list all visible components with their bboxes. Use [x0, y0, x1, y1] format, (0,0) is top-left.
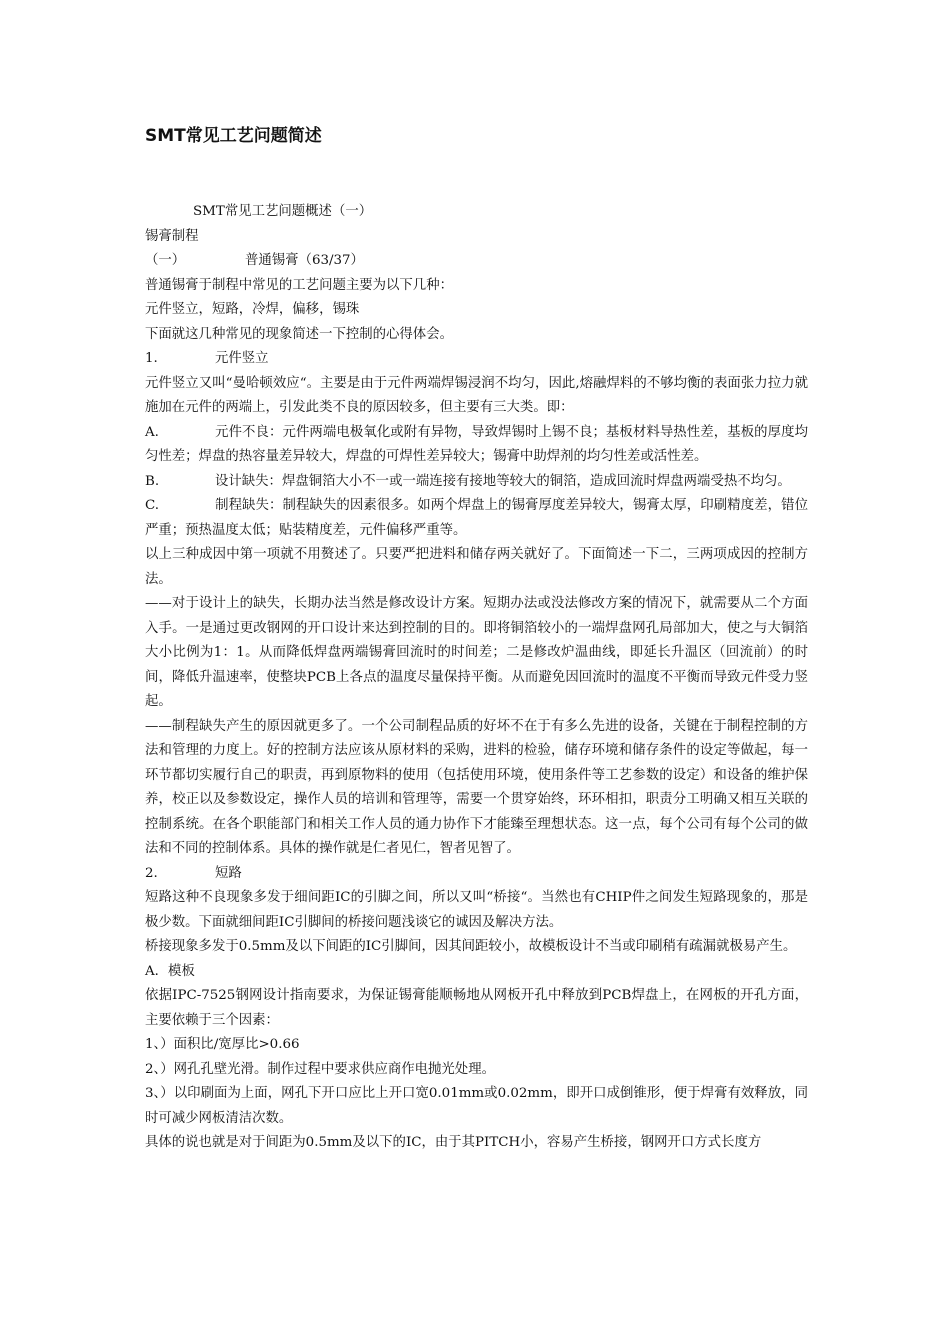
paragraph: 元件竖立，短路，冷焊，偏移，锡珠: [145, 302, 360, 317]
paragraph: 短路这种不良现象多发于细间距IC的引脚之间，所以又叫“桥接“。当然也有CHIP件之间发生短路现象的，那是极少数。下面就细间距IC引脚间的桥接问题浅谈它的诚因及解决方法。: [145, 890, 808, 930]
paragraph: 普通锡膏于制程中常见的工艺问题主要为以下几种：: [145, 277, 453, 293]
paragraph: ——制程缺失产生的原因就更多了。一个公司制程品质的好坏不在于有多么先进的设备，关键在于制程控制的方法和管理的力度上。好的控制方法应该从原材料的采购，进料的检验，储存环境和储存条件的设定等做起，每一环节都切实履行自己的职责，再到原物料的使用（包括使用环境，使用条件等工艺参数的设定）和设备的维护保养，校正以及参数设定，操作人员的培训和管理等，需要一个贯穿始终，环环相扣，职责分工明确又相互关联的控制系统。在各个职能部门和相关工作人员的通力协作下才能臻至理想状态。这一点，每个公司有每个公司的做法和不同的控制体系。具体的操作就是仁者见仁，智者见智了。: [145, 718, 808, 856]
list-text: 制程缺失：制程缺失的因素很多。如两个焊盘上的锡膏厚度差异较大，锡膏太厚，印刷精度差，错位严重；预热温度太低；贴装精度差，元件偏移严重等。: [145, 498, 808, 538]
list-marker: C.: [145, 498, 160, 513]
item-number: 1.: [145, 351, 158, 366]
paragraph: 元件竖立又叫“曼哈顿效应“。主要是由于元件两端焊锡浸润不均匀，因此,熔融焊料的不够均衡的表面张力拉力就施加在元件的两端上，引发此类不良的原因较多，但主要有三大类。即：: [145, 375, 808, 415]
subsection-number: （一）: [145, 253, 186, 268]
list-marker: B.: [145, 473, 160, 489]
item-heading: [145, 347, 808, 372]
item-number: 2.: [145, 865, 158, 881]
list-text: 元件不良：元件两端电极氧化或附有异物，导致焊锡时上锡不良；基板材料导热性差，基板的厚度均匀性差；焊盘的热容量差异较大，焊盘的可焊性差异较大；锡膏中助焊剂的均匀性差或活性差。: [145, 424, 808, 464]
list-text: 设计缺失：焊盘铜箔大小不一或一端连接有接地等较大的铜箔，造成回流时焊盘两端受热不均匀。: [215, 473, 791, 489]
paragraph: 1、）面积比/宽厚比>0.66: [145, 1037, 300, 1052]
paragraph: 以上三种成因中第一项就不用赘述了。只要严把进料和储存两关就好了。下面简述一下二，三两项成因的控制方法。: [145, 547, 808, 587]
item-title: 短路: [215, 865, 242, 881]
paragraph: A．模板: [145, 963, 195, 979]
subsection-heading: [145, 249, 808, 274]
item-title: 元件竖立: [215, 351, 269, 366]
paragraph: 3、）以印刷面为上面，网孔下开口应比上开口宽0.01mm或0.02mm，即开口成倒锥形，便于焊膏有效释放，同时可减少网板清洁次数。: [145, 1086, 808, 1126]
paragraph: 依据IPC-7525钢网设计指南要求，为保证锡膏能顺畅地从网板开孔中释放到PCB焊盘上，在网板的开孔方面，主要依赖于三个因素：: [145, 988, 808, 1028]
item-heading: [145, 862, 808, 887]
document-title: SMT常见工艺问题简述: [145, 126, 322, 146]
paragraph: 桥接现象多发于0.5mm及以下间距的IC引脚间，因其间距较小，故模板设计不当或印刷稍有疏漏就极易产生。: [145, 939, 797, 954]
paragraph: 2、）网孔孔壁光滑。制作过程中要求供应商作电抛光处理。: [145, 1061, 495, 1077]
paragraph: 锡膏制程: [145, 228, 199, 244]
paragraph: 下面就这几种常见的现象简述一下控制的心得体会。: [145, 326, 453, 342]
subsection-title: 普通锡膏（63/37）: [245, 253, 364, 268]
paragraph: ——对于设计上的缺失，长期办法当然是修改设计方案。短期办法或没法修改方案的情况下，就需要从二个方面入手。一是通过更改钢网的开口设计来达到控制的目的。即将铜箔较小的一端焊盘网孔局部加大，使之与大铜箔大小比例为1：1。从而降低焊盘两端锡膏回流时的时间差；二是修改炉温曲线，即延长升温区（回流前）的时间，降低升温速率，使整块PCB上各点的温度尽量保持平衡。从而避免因回流时的温度不平衡而导致元件受力竖起。: [145, 596, 808, 709]
list-marker: A.: [145, 424, 159, 440]
list-item: [145, 470, 808, 495]
paragraph: 具体的说也就是对于间距为0.5mm及以下的IC，由于其PITCH小，容易产生桥接，钢网开口方式长度方: [145, 1135, 762, 1150]
document-body: [145, 200, 808, 1156]
list-item: [145, 494, 808, 543]
section-heading: SMT常见工艺问题概述（一）: [193, 204, 373, 219]
list-item: [145, 421, 808, 470]
